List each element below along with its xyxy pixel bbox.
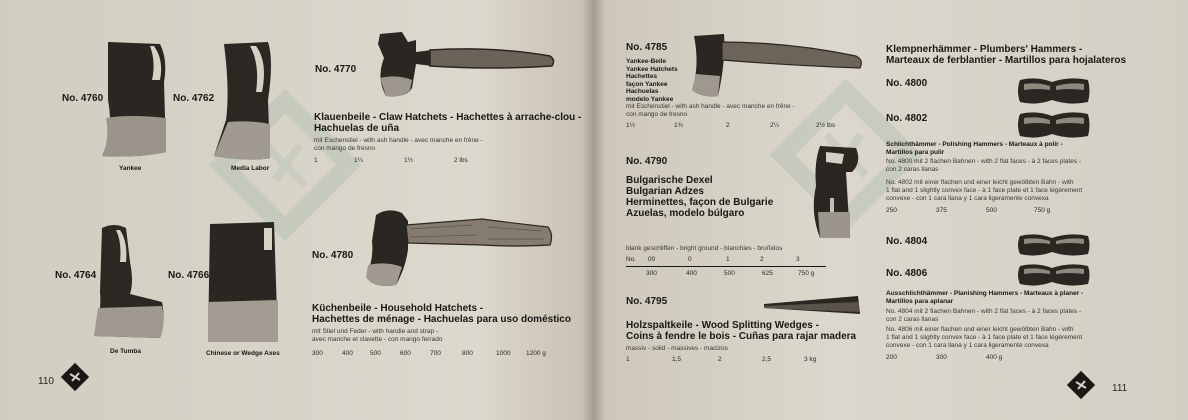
weight-cell: 400: [342, 350, 353, 357]
yankee-name-4: façon Yankee: [626, 80, 668, 88]
weight-cell: 2: [726, 122, 730, 129]
polishing-line-5: convexe - con 1 cara llana y 1 cara ligeramente convexa: [886, 195, 1049, 202]
weight-cell: 250: [886, 207, 897, 214]
axe-head-de-tumba-image: [90, 222, 166, 342]
weight-cell: 750 g: [1034, 207, 1051, 214]
left-page: [0, 0, 592, 420]
item-number-4806: No. 4806: [886, 268, 928, 279]
axe-head-chinese-wedge-image: [208, 220, 280, 344]
weight-cell: 2 lbs: [454, 157, 468, 164]
weight-cell: 700: [430, 350, 441, 357]
household-hatchets-title-1: Küchenbeile - Household Hatchets -: [312, 303, 484, 314]
item-number-4764: No. 4764: [55, 270, 97, 281]
hammer-4800-image: [1016, 76, 1091, 106]
weight-cell: 500: [724, 270, 735, 277]
weight-cell: 300: [646, 270, 657, 277]
adze-title-3: Herminettes, façon de Bulgarie: [626, 197, 774, 208]
adze-title-2: Bulgarian Adzes: [626, 186, 704, 197]
number-cell: 00: [648, 256, 656, 263]
claw-hatchets-desc-1: mit Eschenstiel - with ash handle - avec manche en frêne -: [314, 137, 483, 144]
brand-logo-icon: [60, 362, 90, 392]
page-number-right: 111: [1112, 383, 1128, 394]
weight-cell: 750 g: [798, 270, 815, 277]
weight-cell: 375: [936, 207, 947, 214]
yankee-name-3: Hachettes: [626, 73, 658, 80]
claw-hatchets-weights: [314, 157, 494, 164]
weight-cell: 625: [762, 270, 773, 277]
right-page: [596, 0, 1188, 420]
item-number-4762: No. 4762: [173, 93, 215, 104]
claw-hatchets-desc-2: con mango de fresno: [314, 145, 376, 152]
hammer-4804-image: [1016, 232, 1091, 258]
wedge-desc: massiv - solid - massives - macizos: [626, 345, 728, 352]
planishing-weights: [886, 354, 1026, 361]
yankee-weights: [626, 122, 856, 129]
adze-numbers-row: [626, 256, 826, 263]
numbers-label: No.: [626, 256, 637, 263]
yankee-name-2: Yankee Hatchets: [626, 65, 678, 73]
weight-cell: 1: [314, 157, 318, 164]
brand-logo-icon: [1066, 370, 1096, 400]
adze-weights-row: [646, 270, 832, 277]
axe-head-yankee-image: [100, 40, 172, 160]
weight-cell: 2½ lbs: [816, 122, 836, 129]
weight-cell: 500: [370, 350, 381, 357]
weight-cell: 600: [400, 350, 411, 357]
item-number-4802: No. 4802: [886, 113, 928, 124]
weight-cell: 500: [986, 207, 997, 214]
wedge-title-1: Holzspaltkeile - Wood Splitting Wedges -: [626, 320, 819, 331]
axe-head-media-labor-image: [210, 40, 276, 160]
weight-cell: 2: [718, 356, 722, 363]
item-number-4785: No. 4785: [626, 42, 668, 53]
weight-cell: 400 g: [986, 354, 1003, 361]
item-number-4780: No. 4780: [312, 250, 354, 261]
adze-title-1: Bulgarische Dexel: [626, 175, 713, 186]
weight-cell: 1000: [496, 350, 511, 357]
number-cell: 1: [726, 256, 730, 263]
hammers-title-1: Klempnerhämmer - Plumbers' Hammers -: [886, 44, 1083, 55]
household-hatchets-title-2: Hachettes de ménage - Hachuelas para uso doméstico: [312, 314, 571, 325]
hammer-4806-image: [1016, 262, 1091, 288]
weight-cell: 2,5: [762, 356, 772, 363]
household-hatchets-desc-1: mit Stiel und Feder - with handle and strap -: [312, 328, 439, 335]
planishing-line-4: 1 flat and 1 slightly convex face - à 1 face plate et 1 face légèrement: [886, 334, 1083, 341]
planishing-title-2: Martillos para aplanar: [886, 298, 954, 305]
wood-splitting-wedge-image: [762, 294, 862, 318]
weight-cell: 800: [462, 350, 473, 357]
household-hatchets-weights: [312, 350, 554, 357]
polishing-line-2: con 2 caras llanas: [886, 166, 939, 173]
item-number-4766: No. 4766: [168, 270, 210, 281]
weight-cell: 3 kg: [804, 356, 817, 363]
weight-cell: 1¼: [354, 157, 364, 164]
polishing-title-1: Schlichthämmer - Polishing Hammers - Marteaux à polir -: [886, 141, 1063, 148]
weight-cell: 1¾: [674, 122, 684, 129]
caption-media-labor: Media Labor: [231, 165, 270, 172]
weight-cell: 400: [686, 270, 697, 277]
caption-chinese-wedge: Chinese or Wedge Axes: [206, 350, 280, 357]
planishing-line-1: No. 4804 mit 2 flachen Bahnen - with 2 flat faces - à 2 faces plates -: [886, 308, 1082, 315]
household-hatchet-image: [362, 205, 557, 290]
page-number-left: 110: [38, 376, 54, 387]
adze-title-4: Azuelas, modelo búlgaro: [626, 208, 745, 219]
polishing-weights: [886, 207, 1074, 214]
caption-yankee: Yankee: [119, 165, 142, 172]
polishing-line-1: No. 4800 mit 2 flachen Bahnen - with 2 flat faces - à 2 faces plates -: [886, 158, 1082, 165]
item-number-4760: No. 4760: [62, 93, 104, 104]
number-cell: 2: [760, 256, 764, 263]
hammers-title-2: Marteaux de ferblantier - Martillos para hojalateros: [886, 55, 1127, 66]
planishing-line-5: convexe - con 1 cara llana y 1 cara ligeramente convexa: [886, 342, 1049, 349]
weight-cell: 1½: [404, 157, 414, 164]
item-number-4800: No. 4800: [886, 78, 928, 89]
weight-cell: 1,5: [672, 356, 682, 363]
weight-cell: 1½: [626, 122, 636, 129]
yankee-name-6: modelo Yankee: [626, 95, 674, 103]
weight-cell: 300: [936, 354, 947, 361]
yankee-name-1: Yankee-Beile: [626, 58, 667, 65]
hammer-4802-image: [1016, 110, 1091, 140]
yankee-desc-1: mit Eschenstiel - with ash handle - avec manche en frêne -: [626, 103, 795, 110]
weight-cell: 1200 g: [526, 350, 546, 357]
bulgarian-adze-image: [796, 142, 866, 242]
weight-cell: 200: [886, 354, 897, 361]
wedge-weights: [626, 356, 834, 363]
polishing-line-3: No. 4802 mit einer flachen und einer leicht gewölbten Bahn - with: [886, 179, 1074, 186]
claw-hatchets-title-2: Hachuelas de uña: [314, 123, 400, 134]
adze-desc: blank geschliffen - bright ground - blanchies - bruñidos: [626, 245, 783, 252]
yankee-name-5: Hachuelas: [626, 88, 659, 95]
yankee-desc-2: con mango de fresno: [626, 111, 688, 118]
polishing-line-4: 1 flat and 1 slightly convex face - à 1 face plate et 1 face légèrement: [886, 187, 1083, 194]
claw-hatchet-image: [372, 28, 557, 104]
weight-cell: 300: [312, 350, 323, 357]
polishing-title-2: Martillos para pulir: [886, 149, 945, 156]
table-rule: [626, 266, 826, 267]
claw-hatchets-title-1: Klauenbeile - Claw Hatchets - Hachettes à arrache-clou -: [314, 112, 582, 123]
weight-cell: 2¼: [770, 122, 780, 129]
number-cell: 3: [796, 256, 800, 263]
item-number-4795: No. 4795: [626, 296, 668, 307]
item-number-4790: No. 4790: [626, 156, 668, 167]
item-number-4770: No. 4770: [315, 64, 357, 75]
item-number-4804: No. 4804: [886, 236, 928, 247]
planishing-line-2: con 2 caras llanas: [886, 316, 939, 323]
planishing-line-3: No. 4806 mit einer flachen und einer leicht gewölbten Bahn - with: [886, 326, 1074, 333]
weight-cell: 1: [626, 356, 630, 363]
number-cell: 0: [688, 256, 692, 263]
wedge-title-2: Coins à fendre le bois - Cuñas para rajar madera: [626, 331, 857, 342]
planishing-title-1: Ausschlichthämmer - Planishing Hammers - Marteaux à planer -: [886, 290, 1084, 297]
household-hatchets-desc-2: avec manche et clavette - con mango ferrado: [312, 336, 443, 343]
caption-de-tumba: De Tumba: [110, 348, 141, 355]
yankee-hatchet-image: [688, 30, 868, 100]
